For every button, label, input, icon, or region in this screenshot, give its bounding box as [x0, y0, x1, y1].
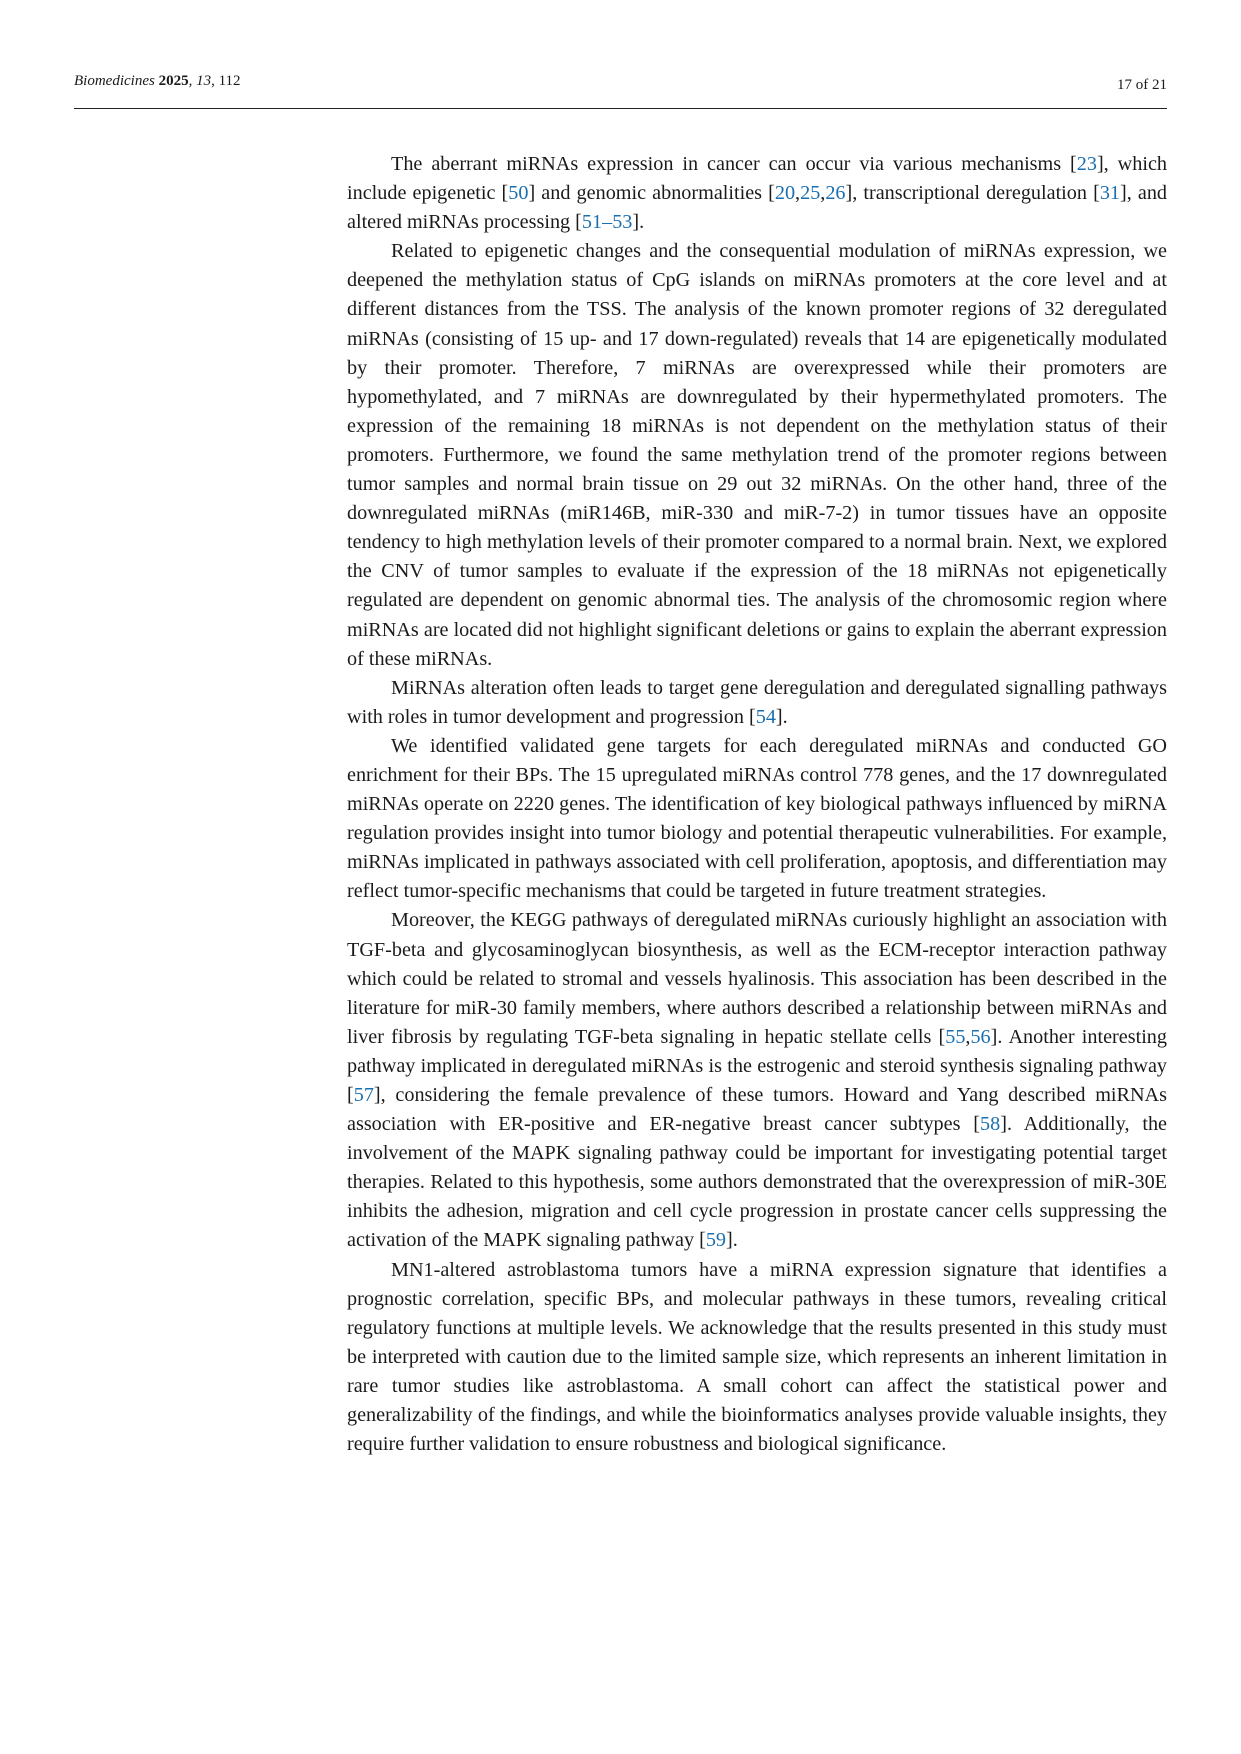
- paragraph-text: ]. Another interesting pathway implicated in deregulated miRNAs is the estrogenic and steroid synthesis signaling pathway [: [347, 1025, 1167, 1106]
- journal-citation: Biomedicines 2025, 13, 112: [74, 73, 241, 89]
- paragraph-text: ].: [775, 705, 788, 728]
- paragraph: [347, 906, 1167, 1255]
- paragraph-text: ], and altered miRNAs processing [: [347, 182, 1168, 234]
- paragraph: [347, 237, 1167, 673]
- citation-link[interactable]: 31: [1099, 182, 1120, 205]
- paragraph-text: ], which include epigenetic [: [347, 153, 1167, 205]
- paragraph-text: Related to epigenetic changes and the consequential modulation of miRNAs expression, we deepened the methylation status of CpG islands on miRNAs promoters at the core level and at different distances from the TSS. The analysis of the known promoter regions of 32 deregulated miRNAs (consisting of 15 up- and 17 down-regulated) reveals that 14 are epigenetically modulated by their promoter. Therefore, 7 miRNAs are overexpressed while their promoters are hypomethylated, and 7 miRNAs are downregulated by their hypermethylated promoters. The expression of the remaining 18 miRNAs is not dependent on the methylation status of their promoters. Furthermore, we found the same methylation trend of the promoter regions between tumor samples and normal brain tissue on 29 out 32 miRNAs. On the other hand, three of the downregulated miRNAs (miR146B, miR-330 and miR-7-2) in tumor tissues have an opposite tendency to high methylation levels of their promoter compared to a normal brain. Next, we explored the CNV of tumor samples to evaluate if the expression of the 18 miRNAs not epigenetically regulated are dependent on genomic abnormal ties. The analysis of the chromosomic region where miRNAs are located did not highlight significant deletions or gains to explain the aberrant expression of these miRNAs.: [347, 240, 1167, 670]
- journal-year: 2025: [158, 73, 189, 89]
- citation-link[interactable]: 59: [705, 1229, 727, 1252]
- paragraph: [347, 674, 1167, 732]
- citation-link[interactable]: 51–53: [581, 211, 633, 234]
- paragraph: [347, 732, 1167, 907]
- citation-link[interactable]: 26: [825, 182, 846, 205]
- citation-link[interactable]: 58: [980, 1113, 1001, 1136]
- paragraph-text: We identified validated gene targets for each deregulated miRNAs and conducted GO enrichment for their BPs. The 15 upregulated miRNAs control 778 genes, and the 17 downregulated miRNAs operate on 2220 genes. The identification of key biological pathways influenced by miRNA regulation provides insight into tumor biology and potential therapeutic vulnerabilities. For example, miRNAs implicated in pathways associated with cell proliferation, apoptosis, and differentiation may reflect tumor-specific mechanisms that could be targeted in future treatment strategies.: [347, 734, 1167, 903]
- paragraph: [347, 1256, 1167, 1460]
- paragraph-text: ,: [820, 182, 826, 205]
- paragraph-text: The aberrant miRNAs expression in cancer can occur via various mechanisms [: [391, 153, 1077, 175]
- paragraph-text: Moreover, the KEGG pathways of deregulated miRNAs curiously highlight an association with TGF-beta and glycosaminoglycan biosynthesis, as well as the ECM-receptor interaction pathway which could be related to stromal and vessels hyalinosis. This association has been described in the literature for miR-30 family members, where authors described a relationship between miRNAs and liver fibrosis by regulating TGF-beta signaling in hepatic stellate cells [: [347, 909, 1167, 1048]
- body-text: [347, 150, 1167, 1459]
- page-number: 17 of 21: [1117, 77, 1167, 93]
- citation-link[interactable]: 50: [508, 182, 529, 205]
- paragraph-text: ,: [965, 1025, 971, 1048]
- journal-volume: 13: [196, 73, 212, 89]
- paragraph-text: ,: [795, 182, 801, 205]
- citation-link[interactable]: 25: [800, 182, 821, 205]
- paragraph-text: ] and genomic abnormalities [: [528, 182, 775, 205]
- citation-link[interactable]: 23: [1076, 153, 1097, 175]
- paragraph-text: MN1-altered astroblastoma tumors have a miRNA expression signature that identifies a prognostic correlation, specific BPs, and molecular pathways in these tumors, revealing critical regulatory functions at multiple levels. We acknowledge that the results presented in this study must be interpreted with caution due to the limited sample size, which represents an inherent limitation in rare tumor studies like astroblastoma. A small cohort can affect the statistical power and generalizability of the findings, and while the bioinformatics analyses provide valuable insights, they require further validation to ensure robustness and biological significance.: [347, 1258, 1167, 1456]
- paragraph-text: ], considering the female prevalence of these tumors. Howard and Yang described miRNAs association with ER-positive and ER-negative breast cancer subtypes [: [347, 1084, 1167, 1136]
- paragraph-text: ]. Additionally, the involvement of the MAPK signaling pathway could be important for investigating potential target therapies. Related to this hypothesis, some authors demonstrated that the overexpression of miR-30E inhibits the adhesion, migration and cell cycle progression in prostate cancer cells suppressing the activation of the MAPK signaling pathway [: [347, 1113, 1167, 1252]
- citation-link[interactable]: 54: [755, 705, 776, 728]
- paragraph-text: MiRNAs alteration often leads to target gene deregulation and deregulated signalling pathways with roles in tumor development and progression [: [347, 676, 1167, 728]
- citation-link[interactable]: 56: [970, 1025, 991, 1048]
- journal-name: Biomedicines: [74, 73, 155, 89]
- citation-link[interactable]: 57: [353, 1084, 374, 1106]
- article-number: 112: [218, 73, 241, 89]
- paragraph-text: ], transcriptional deregulation [: [845, 182, 1100, 205]
- page-header: [74, 68, 1167, 109]
- citation-link[interactable]: 20: [774, 182, 796, 205]
- citation-link[interactable]: 55: [945, 1025, 966, 1048]
- paragraph-text: ].: [632, 211, 645, 234]
- paragraph: [347, 150, 1167, 237]
- paragraph-text: ].: [726, 1229, 738, 1252]
